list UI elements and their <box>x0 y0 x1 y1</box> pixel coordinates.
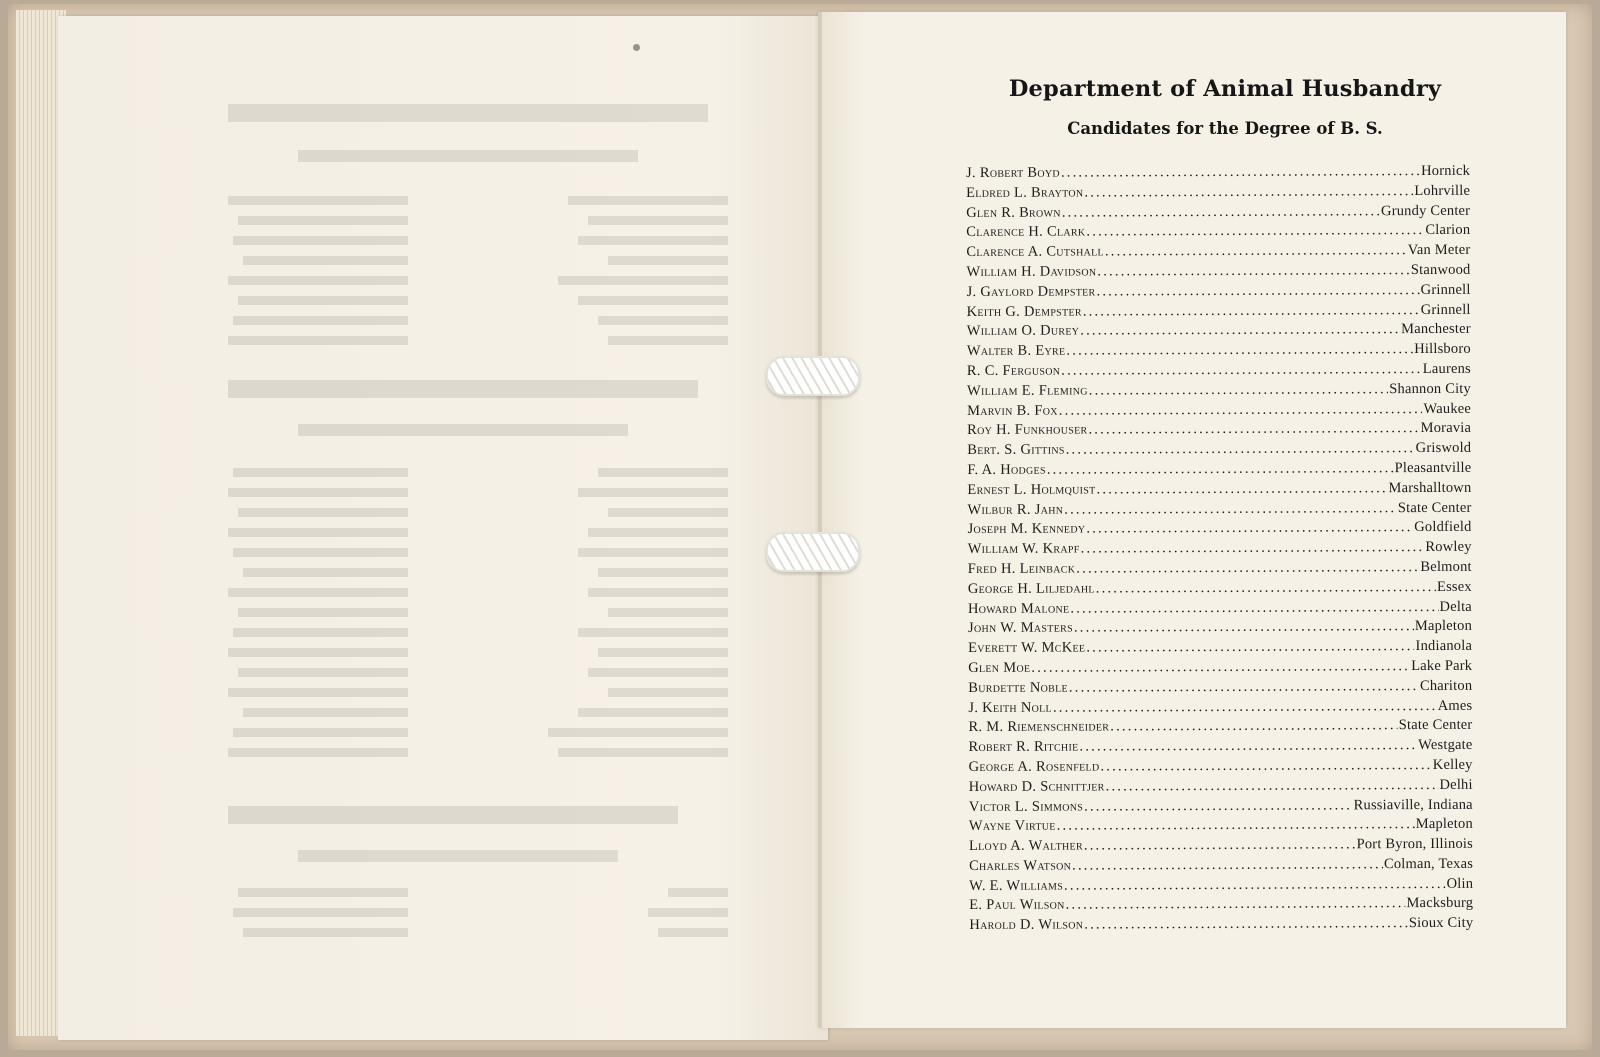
candidate-row <box>967 400 1471 422</box>
candidate-row <box>968 519 1472 541</box>
candidate-row <box>966 163 1470 185</box>
candidate-town: Marshalltown <box>1388 479 1472 496</box>
candidate-name: F. A. Hodges <box>967 461 1046 478</box>
candidate-row <box>967 499 1471 521</box>
candidate-row <box>967 420 1471 442</box>
dot-leader <box>1081 539 1425 557</box>
candidate-town: Indianola <box>1415 637 1473 655</box>
dot-leader <box>1110 717 1398 735</box>
candidate-row <box>967 361 1471 383</box>
candidate-town: Hillsboro <box>1414 340 1471 358</box>
candidate-town: Delta <box>1439 598 1472 615</box>
dot-leader <box>1076 559 1419 577</box>
dot-leader <box>1057 816 1415 835</box>
candidate-town: Ames <box>1437 697 1473 714</box>
candidate-row <box>968 638 1472 660</box>
candidate-name: William W. Krapf <box>967 540 1080 558</box>
dot-leader <box>1083 302 1420 320</box>
candidate-name: J. Robert Boyd <box>966 164 1060 181</box>
dot-leader <box>1106 777 1439 795</box>
dot-leader <box>1072 856 1383 874</box>
dot-leader <box>1105 242 1407 260</box>
candidate-row <box>967 381 1471 403</box>
candidate-town: Moravia <box>1420 420 1472 437</box>
candidate-name: Walter B. Eyre <box>966 342 1066 360</box>
candidate-list <box>966 163 1473 937</box>
dot-leader <box>1084 183 1413 201</box>
candidate-town: State Center <box>1398 717 1473 734</box>
candidate-name: John W. Masters <box>967 619 1073 637</box>
dot-leader <box>1061 163 1420 182</box>
candidate-name: Robert R. Ritchie <box>968 738 1079 756</box>
candidate-name: Charles Watson <box>969 857 1072 874</box>
dot-leader <box>1069 678 1419 697</box>
candidate-town: Manchester <box>1401 321 1471 338</box>
candidate-town: Shannon City <box>1389 380 1472 397</box>
candidate-name: W. E. Williams <box>969 877 1064 894</box>
candidate-town: Port Byron, Illinois <box>1356 835 1474 853</box>
candidate-town: Essex <box>1436 578 1472 595</box>
dot-leader <box>1064 500 1397 518</box>
candidate-name: Keith G. Dempster <box>966 303 1082 320</box>
candidate-row <box>969 757 1473 779</box>
candidate-name: J. Keith Noll <box>968 699 1052 716</box>
left-page <box>58 16 828 1040</box>
candidate-name: Lloyd A. Walther <box>968 837 1083 855</box>
candidate-town: Stanwood <box>1410 261 1471 279</box>
candidate-row <box>969 796 1473 818</box>
dot-leader <box>1064 876 1446 895</box>
candidate-name: R. M. Riemenschneider <box>968 718 1110 736</box>
candidate-row <box>968 559 1472 581</box>
candidate-town: Van Meter <box>1407 241 1471 259</box>
candidate-town: Mapleton <box>1414 618 1473 635</box>
candidate-town: Russiaville, Indiana <box>1353 796 1473 813</box>
dot-leader <box>1096 282 1419 300</box>
dot-leader <box>1097 262 1410 280</box>
candidate-row <box>968 717 1472 739</box>
candidate-row <box>969 836 1473 858</box>
candidate-town: Hornick <box>1421 162 1471 180</box>
candidate-name: William H. Davidson <box>966 263 1097 280</box>
candidate-name: George H. Liljedahl <box>967 580 1095 597</box>
candidate-name: Bert. S. Gittins <box>967 441 1065 459</box>
dot-leader <box>1053 697 1437 716</box>
binding-cord-top <box>766 356 860 396</box>
binding-cord-bottom <box>766 532 860 572</box>
candidate-town: Clarion <box>1425 222 1471 239</box>
dot-leader <box>1084 797 1353 815</box>
candidate-name: Ernest L. Holmquist <box>967 481 1096 498</box>
candidate-name: Wilbur R. Jahn <box>967 501 1064 518</box>
candidate-row <box>967 301 1471 323</box>
department-title: Department of Animal Husbandry <box>1008 76 1442 102</box>
candidate-row <box>968 697 1472 719</box>
candidate-town: Chariton <box>1419 677 1473 694</box>
degree-subtitle: Candidates for the Degree of B. S. <box>1067 119 1383 138</box>
dot-leader <box>1084 836 1356 854</box>
candidate-row <box>967 341 1471 363</box>
candidate-name: Joseph M. Kennedy <box>967 520 1086 538</box>
dot-leader <box>1100 757 1431 775</box>
binding-spine <box>818 12 822 1028</box>
candidate-name: Howard Malone <box>967 600 1070 617</box>
candidate-row <box>968 539 1472 561</box>
candidate-name: William O. Durey <box>966 322 1080 340</box>
dot-leader <box>1089 381 1389 399</box>
candidate-row <box>969 776 1473 798</box>
dot-leader <box>1086 222 1424 240</box>
dot-leader <box>1066 896 1406 914</box>
dot-leader <box>1086 519 1413 537</box>
dot-leader <box>1070 598 1438 617</box>
candidate-name: Clarence H. Clark <box>966 223 1086 241</box>
candidate-row <box>968 678 1472 700</box>
candidate-row <box>966 262 1470 284</box>
candidate-town: Lake Park <box>1411 657 1473 674</box>
dot-leader <box>1074 618 1414 636</box>
candidate-row <box>966 222 1470 244</box>
candidate-town: Waukee <box>1423 400 1472 417</box>
dot-leader <box>1080 321 1400 339</box>
candidate-row <box>967 282 1471 304</box>
dot-leader <box>1031 658 1410 677</box>
candidate-town: Grinnell <box>1420 301 1471 318</box>
candidate-name: Marvin B. Fox <box>967 402 1058 419</box>
candidate-town: Pleasantville <box>1394 459 1472 477</box>
candidate-name: Glen R. Brown <box>966 204 1061 221</box>
candidate-town: Macksburg <box>1406 895 1474 912</box>
show-through-text <box>58 16 828 1040</box>
candidate-town: Sioux City <box>1408 915 1474 932</box>
dot-leader <box>1096 579 1436 597</box>
candidate-town: Delhi <box>1439 776 1473 793</box>
dot-leader <box>1059 401 1423 420</box>
candidate-name: Harold D. Wilson <box>969 916 1084 934</box>
candidate-row <box>968 618 1472 640</box>
candidate-town: Laurens <box>1422 360 1471 377</box>
candidate-row <box>967 480 1471 502</box>
dot-leader <box>1079 737 1417 755</box>
candidate-name: William E. Fleming <box>966 382 1088 399</box>
dot-leader <box>1084 915 1408 933</box>
candidate-row <box>966 202 1470 224</box>
candidate-town: Griswold <box>1415 439 1472 457</box>
candidate-row <box>966 242 1470 264</box>
candidate-row <box>969 856 1473 878</box>
candidate-row <box>969 737 1473 759</box>
candidate-row <box>967 321 1471 343</box>
dot-leader <box>1066 341 1413 360</box>
candidate-town: Colman, Texas <box>1383 855 1474 873</box>
candidate-row <box>968 658 1472 680</box>
candidate-town: Goldfield <box>1414 519 1472 536</box>
candidate-row <box>969 915 1473 937</box>
candidate-name: Everett W. McKee <box>968 639 1086 657</box>
dot-leader <box>1096 480 1387 498</box>
candidate-town: Westgate <box>1418 736 1473 754</box>
dot-leader <box>1086 638 1414 656</box>
dot-leader <box>1047 460 1394 479</box>
candidate-name: Eldred L. Brayton <box>966 184 1084 201</box>
candidate-name: Glen Moe <box>968 659 1031 676</box>
candidate-name: Roy H. Funkhouser <box>967 421 1088 439</box>
dot-leader <box>1062 203 1380 221</box>
candidate-row <box>968 579 1472 601</box>
candidate-row <box>968 598 1472 620</box>
candidate-name: E. Paul Wilson <box>969 897 1065 914</box>
candidate-name: R. C. Ferguson <box>966 362 1061 379</box>
candidate-name: Wayne Virtue <box>968 817 1056 835</box>
candidate-name: Howard D. Schnittjer <box>968 778 1105 795</box>
candidate-row <box>969 875 1473 897</box>
dot-leader <box>1061 361 1422 380</box>
candidate-town: Lohrville <box>1414 182 1471 199</box>
candidate-row <box>966 183 1470 205</box>
candidate-town: Grundy Center <box>1380 202 1471 219</box>
candidate-row <box>967 440 1471 462</box>
dot-leader <box>1066 440 1415 459</box>
candidate-name: Clarence A. Cutshall <box>966 243 1104 261</box>
candidate-name: Fred H. Leinback <box>967 560 1076 577</box>
candidate-name: George A. Rosenfeld <box>968 758 1100 775</box>
candidate-town: Rowley <box>1425 538 1472 556</box>
candidate-name: Burdette Noble <box>968 679 1068 696</box>
candidate-town: Grinnell <box>1420 281 1471 298</box>
candidate-town: Kelley <box>1432 756 1473 773</box>
candidate-name: Victor L. Simmons <box>968 797 1084 815</box>
candidate-name: J. Gaylord Dempster <box>966 283 1096 300</box>
candidate-row <box>969 895 1473 917</box>
candidate-town: Olin <box>1446 875 1474 892</box>
candidate-row <box>969 816 1473 838</box>
candidate-row <box>967 460 1471 482</box>
candidate-town: Mapleton <box>1415 816 1473 833</box>
candidate-town: Belmont <box>1420 558 1472 575</box>
candidate-town: State Center <box>1397 499 1472 516</box>
dot-leader <box>1088 420 1419 438</box>
